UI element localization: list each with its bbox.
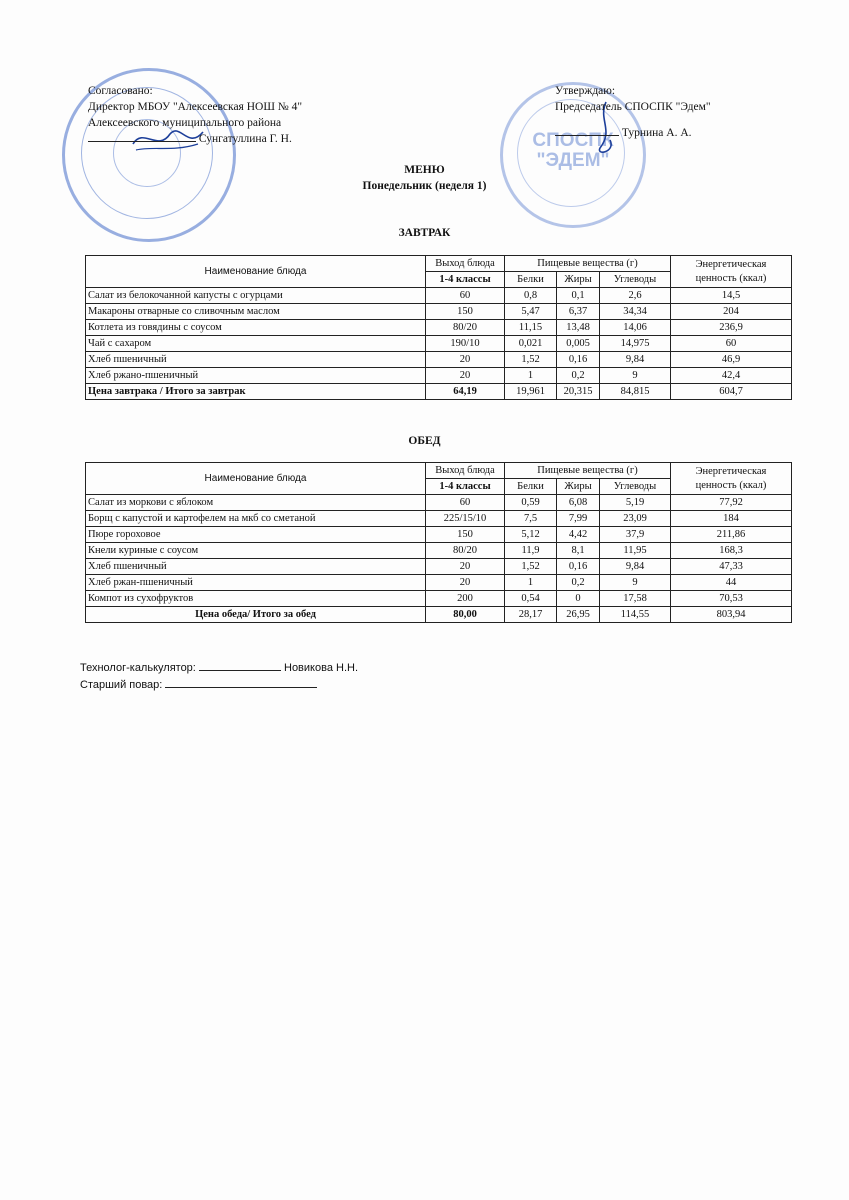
- cell-yield: 80/20: [426, 320, 505, 336]
- header-dish-name: Наименование блюда: [86, 256, 426, 288]
- approval-left: [88, 83, 302, 147]
- approval-right-signer: Турнина А. А.: [621, 127, 692, 139]
- cell-fats: 0,1: [557, 288, 600, 304]
- header-carbs: Углеводы: [600, 272, 671, 288]
- cell-dish-name: Хлеб пшеничный: [86, 559, 426, 575]
- cell-fats: 0,2: [557, 368, 600, 384]
- total-cell-yield: 64,19: [426, 384, 505, 400]
- header-energy: Энергетическая ценность (ккал): [671, 256, 792, 288]
- cell-dish-name: Салат из моркови с яблоком: [86, 495, 426, 511]
- cell-fats: 0,16: [557, 559, 600, 575]
- header-nutrients: Пищевые вещества (г): [505, 463, 671, 479]
- cell-fats: 13,48: [557, 320, 600, 336]
- cell-yield: 190/10: [426, 336, 505, 352]
- cell-dish-name: Салат из белокочанной капусты с огурцами: [86, 288, 426, 304]
- cell-fats: 4,42: [557, 527, 600, 543]
- cell-dish-name: Котлета из говядины с соусом: [86, 320, 426, 336]
- cook-label: Старший повар:: [80, 679, 163, 691]
- cell-fats: 0,16: [557, 352, 600, 368]
- total-cell-dish-name: Цена обеда/ Итого за обед: [86, 607, 426, 623]
- total-row: [86, 607, 792, 623]
- approval-left-line2: Директор МБОУ "Алексеевская НОШ № 4": [88, 101, 303, 113]
- cell-proteins: 1,52: [505, 352, 557, 368]
- cell-carbs: 11,95: [600, 543, 671, 559]
- table-row: [86, 304, 792, 320]
- cell-yield: 200: [426, 591, 505, 607]
- cell-carbs: 34,34: [600, 304, 671, 320]
- header-yield: Выход блюда: [426, 256, 505, 272]
- cell-proteins: 0,8: [505, 288, 557, 304]
- cell-dish-name: Компот из сухофруктов: [86, 591, 426, 607]
- cell-fats: 0: [557, 591, 600, 607]
- cell-carbs: 9,84: [600, 559, 671, 575]
- total-cell-energy: 803,94: [671, 607, 792, 623]
- cell-energy: 168,3: [671, 543, 792, 559]
- cell-fats: 6,08: [557, 495, 600, 511]
- cell-yield: 150: [426, 304, 505, 320]
- table-row: [86, 368, 792, 384]
- cell-carbs: 9: [600, 368, 671, 384]
- cell-energy: 60: [671, 336, 792, 352]
- cell-energy: 14,5: [671, 288, 792, 304]
- cell-yield: 150: [426, 527, 505, 543]
- cell-proteins: 7,5: [505, 511, 557, 527]
- cell-carbs: 37,9: [600, 527, 671, 543]
- table-row: [86, 288, 792, 304]
- header-dish-name: Наименование блюда: [86, 463, 426, 495]
- total-row: [86, 384, 792, 400]
- table-row: [86, 527, 792, 543]
- header-proteins: Белки: [505, 479, 557, 495]
- cell-energy: 46,9: [671, 352, 792, 368]
- table-row: [86, 559, 792, 575]
- header-fats: Жиры: [557, 272, 600, 288]
- cell-fats: 0,005: [557, 336, 600, 352]
- total-cell-proteins: 28,17: [505, 607, 557, 623]
- header-proteins: Белки: [505, 272, 557, 288]
- cell-carbs: 14,975: [600, 336, 671, 352]
- cell-energy: 70,53: [671, 591, 792, 607]
- cell-energy: 211,86: [671, 527, 792, 543]
- cell-proteins: 5,47: [505, 304, 557, 320]
- cell-carbs: 14,06: [600, 320, 671, 336]
- cell-yield: 20: [426, 368, 505, 384]
- approval-right-line2: Председатель СПОСПК "Эдем": [555, 101, 711, 113]
- technologist-name: Новикова Н.Н.: [284, 662, 358, 674]
- table-row: [86, 352, 792, 368]
- cell-proteins: 1: [505, 368, 557, 384]
- cell-carbs: 2,6: [600, 288, 671, 304]
- cell-proteins: 1,52: [505, 559, 557, 575]
- cell-yield: 20: [426, 559, 505, 575]
- cell-carbs: 9,84: [600, 352, 671, 368]
- cell-yield: 60: [426, 288, 505, 304]
- cell-energy: 44: [671, 575, 792, 591]
- approval-left-signer: Сунгатуллина Г. Н.: [198, 133, 292, 145]
- approval-left-line3: Алексеевского муниципального района: [88, 117, 282, 129]
- approval-right-line1: Утверждаю:: [555, 85, 616, 97]
- technologist-label: Технолог-калькулятор:: [80, 662, 196, 674]
- total-cell-energy: 604,7: [671, 384, 792, 400]
- cell-proteins: 0,021: [505, 336, 557, 352]
- header-energy: Энергетическая ценность (ккал): [671, 463, 792, 495]
- cell-proteins: 0,54: [505, 591, 557, 607]
- header-grade: 1-4 классы: [426, 272, 505, 288]
- table-row: [86, 543, 792, 559]
- cell-yield: 20: [426, 352, 505, 368]
- cell-energy: 77,92: [671, 495, 792, 511]
- cell-dish-name: Хлеб пшеничный: [86, 352, 426, 368]
- cell-proteins: 11,9: [505, 543, 557, 559]
- total-cell-fats: 20,315: [557, 384, 600, 400]
- table-row: [86, 511, 792, 527]
- header-grade: 1-4 классы: [426, 479, 505, 495]
- cell-proteins: 5,12: [505, 527, 557, 543]
- cell-energy: 204: [671, 304, 792, 320]
- cell-yield: 80/20: [426, 543, 505, 559]
- lunch-table: [85, 462, 792, 623]
- cell-carbs: 17,58: [600, 591, 671, 607]
- lunch-title: ОБЕД: [408, 435, 441, 447]
- cell-yield: 225/15/10: [426, 511, 505, 527]
- cell-energy: 184: [671, 511, 792, 527]
- cell-yield: 60: [426, 495, 505, 511]
- total-cell-yield: 80,00: [426, 607, 505, 623]
- total-cell-carbs: 114,55: [600, 607, 671, 623]
- total-cell-dish-name: Цена завтрака / Итого за завтрак: [86, 384, 426, 400]
- cell-dish-name: Хлеб ржано-пшеничный: [86, 368, 426, 384]
- cell-energy: 47,33: [671, 559, 792, 575]
- cell-proteins: 11,15: [505, 320, 557, 336]
- cell-fats: 0,2: [557, 575, 600, 591]
- cell-yield: 20: [426, 575, 505, 591]
- breakfast-title: ЗАВТРАК: [398, 227, 451, 239]
- header-fats: Жиры: [557, 479, 600, 495]
- cell-dish-name: Кнели куриные с соусом: [86, 543, 426, 559]
- cell-carbs: 9: [600, 575, 671, 591]
- cell-proteins: 0,59: [505, 495, 557, 511]
- cell-dish-name: Хлеб ржан-пшеничный: [86, 575, 426, 591]
- total-cell-fats: 26,95: [557, 607, 600, 623]
- cell-energy: 42,4: [671, 368, 792, 384]
- approval-left-line1: Согласовано:: [88, 85, 153, 97]
- cell-dish-name: Борщ с капустой и картофелем на мкб со сметаной: [86, 511, 426, 527]
- page-title: МЕНЮ: [404, 164, 445, 176]
- page-subtitle: Понедельник (неделя 1): [362, 180, 487, 192]
- cell-fats: 8,1: [557, 543, 600, 559]
- table-row: [86, 336, 792, 352]
- approval-right: [555, 83, 711, 141]
- stamp-line-1: СПОСПК: [532, 130, 614, 151]
- breakfast-table: [85, 255, 792, 400]
- cell-carbs: 23,09: [600, 511, 671, 527]
- table-row: [86, 320, 792, 336]
- cell-fats: 6,37: [557, 304, 600, 320]
- cell-dish-name: Пюре гороховое: [86, 527, 426, 543]
- total-cell-carbs: 84,815: [600, 384, 671, 400]
- header-nutrients: Пищевые вещества (г): [505, 256, 671, 272]
- total-cell-proteins: 19,961: [505, 384, 557, 400]
- cell-dish-name: Чай с сахаром: [86, 336, 426, 352]
- header-carbs: Углеводы: [600, 479, 671, 495]
- table-row: [86, 575, 792, 591]
- cell-dish-name: Макароны отварные со сливочным маслом: [86, 304, 426, 320]
- footer: [80, 660, 358, 694]
- cell-carbs: 5,19: [600, 495, 671, 511]
- table-row: [86, 591, 792, 607]
- header-yield: Выход блюда: [426, 463, 505, 479]
- table-row: [86, 495, 792, 511]
- stamp-line-2: "ЭДЕМ": [536, 150, 610, 171]
- cell-fats: 7,99: [557, 511, 600, 527]
- cell-energy: 236,9: [671, 320, 792, 336]
- cell-proteins: 1: [505, 575, 557, 591]
